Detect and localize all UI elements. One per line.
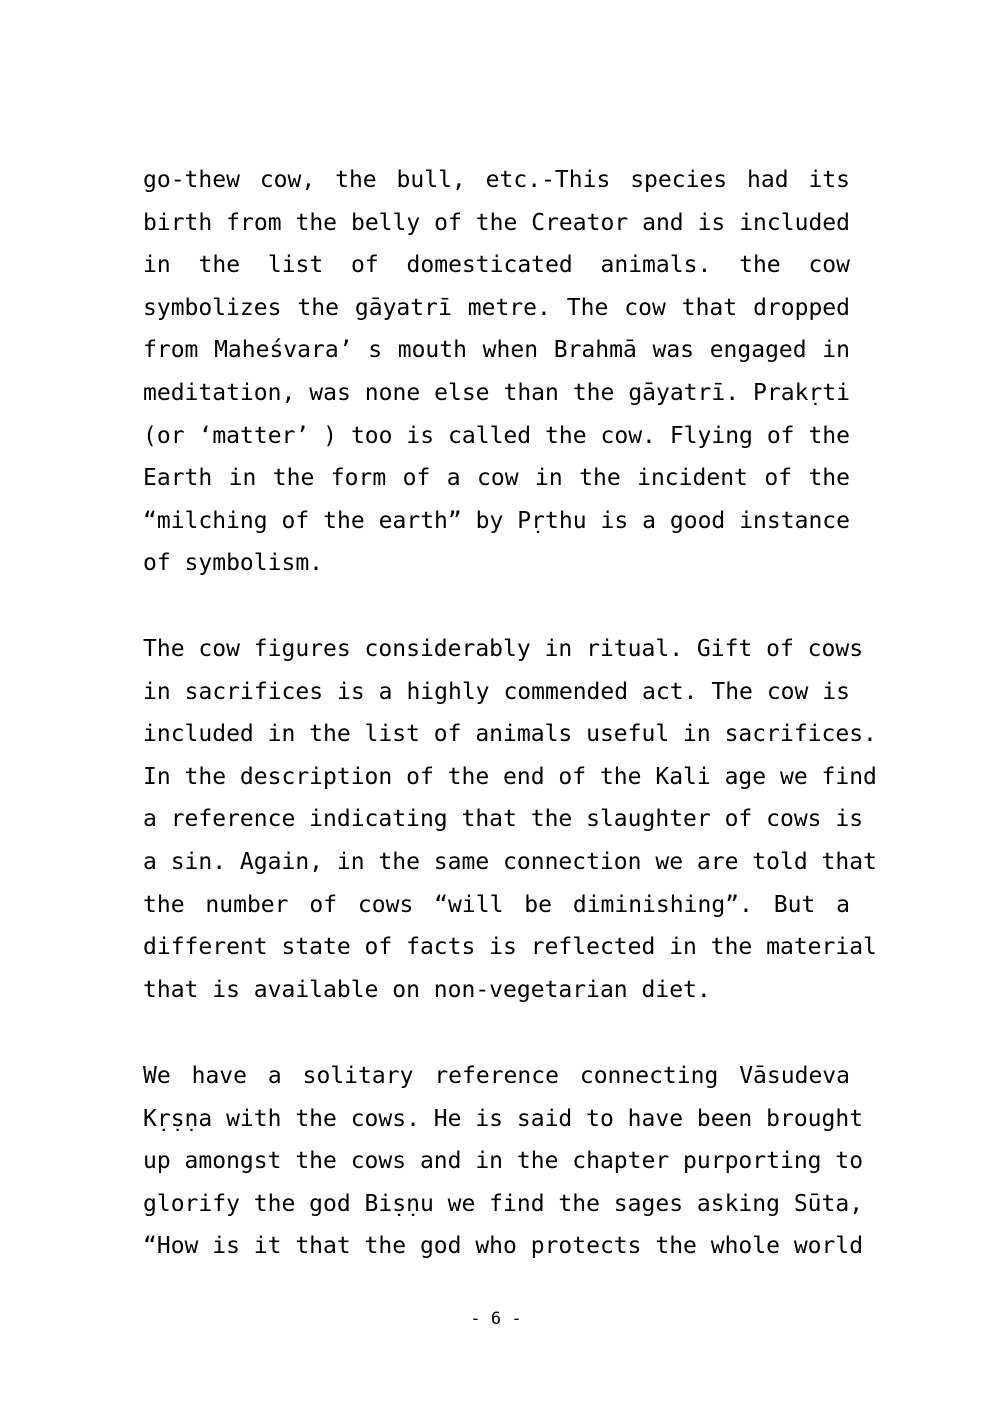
text-line: birth from the belly of the Creator and is included: [143, 209, 850, 236]
text-line: Earth in the form of a cow in the incident of the: [143, 465, 850, 492]
text-line: meditation, was none else than the gāyatrī. Prakṛti: [143, 379, 850, 406]
text-line: a reference indicating that the slaughter of cows is: [143, 806, 864, 833]
text-line: in the list of domesticated animals. the cow: [143, 252, 850, 279]
text-line: The cow figures considerably in ritual. Gift of cows: [143, 636, 864, 662]
text-line: included in the list of animals useful in sacrifices.: [143, 721, 877, 748]
text-line: “How is it that the god who protects the whole world: [143, 1233, 864, 1260]
text-line: in sacrifices is a highly commended act. The cow is: [143, 678, 850, 705]
paragraph-1: [143, 159, 850, 585]
text-line: glorify the god Biṣṇu we find the sages asking Sūta,: [143, 1190, 864, 1217]
text-line: (or ‘matter’ ) too is called the cow. Flying of the: [143, 422, 850, 449]
text-line: of symbolism.: [143, 550, 324, 577]
page-number: - 6 -: [470, 1309, 522, 1329]
text-line: up amongst the cows and in the chapter purporting to: [143, 1148, 864, 1175]
text-line: a sin. Again, in the same connection we are told that: [143, 848, 877, 875]
text-line: go-thew cow, the bull, etc.-This species had its: [143, 167, 850, 193]
text-line: different state of facts is reflected in the material: [143, 934, 877, 961]
text-line: In the description of the end of the Kali age we find: [143, 763, 877, 790]
text-line: “milching of the earth” by Pṛthu is a good instance: [143, 507, 850, 534]
text-line: We have a solitary reference connecting Vāsudeva: [143, 1063, 850, 1089]
text-line: symbolizes the gāyatrī metre. The cow that dropped: [143, 294, 850, 321]
text-line: the number of cows “will be diminishing”. But a: [143, 891, 850, 918]
text-line: Kṛṣṇa with the cows. He is said to have been brought: [143, 1105, 864, 1132]
text-line: that is available on non-vegetarian diet.: [143, 976, 711, 1003]
paragraph-2: [143, 628, 877, 1011]
paragraph-3: [143, 1055, 864, 1268]
text-line: from Maheśvara’ s mouth when Brahmā was engaged in: [143, 337, 850, 364]
